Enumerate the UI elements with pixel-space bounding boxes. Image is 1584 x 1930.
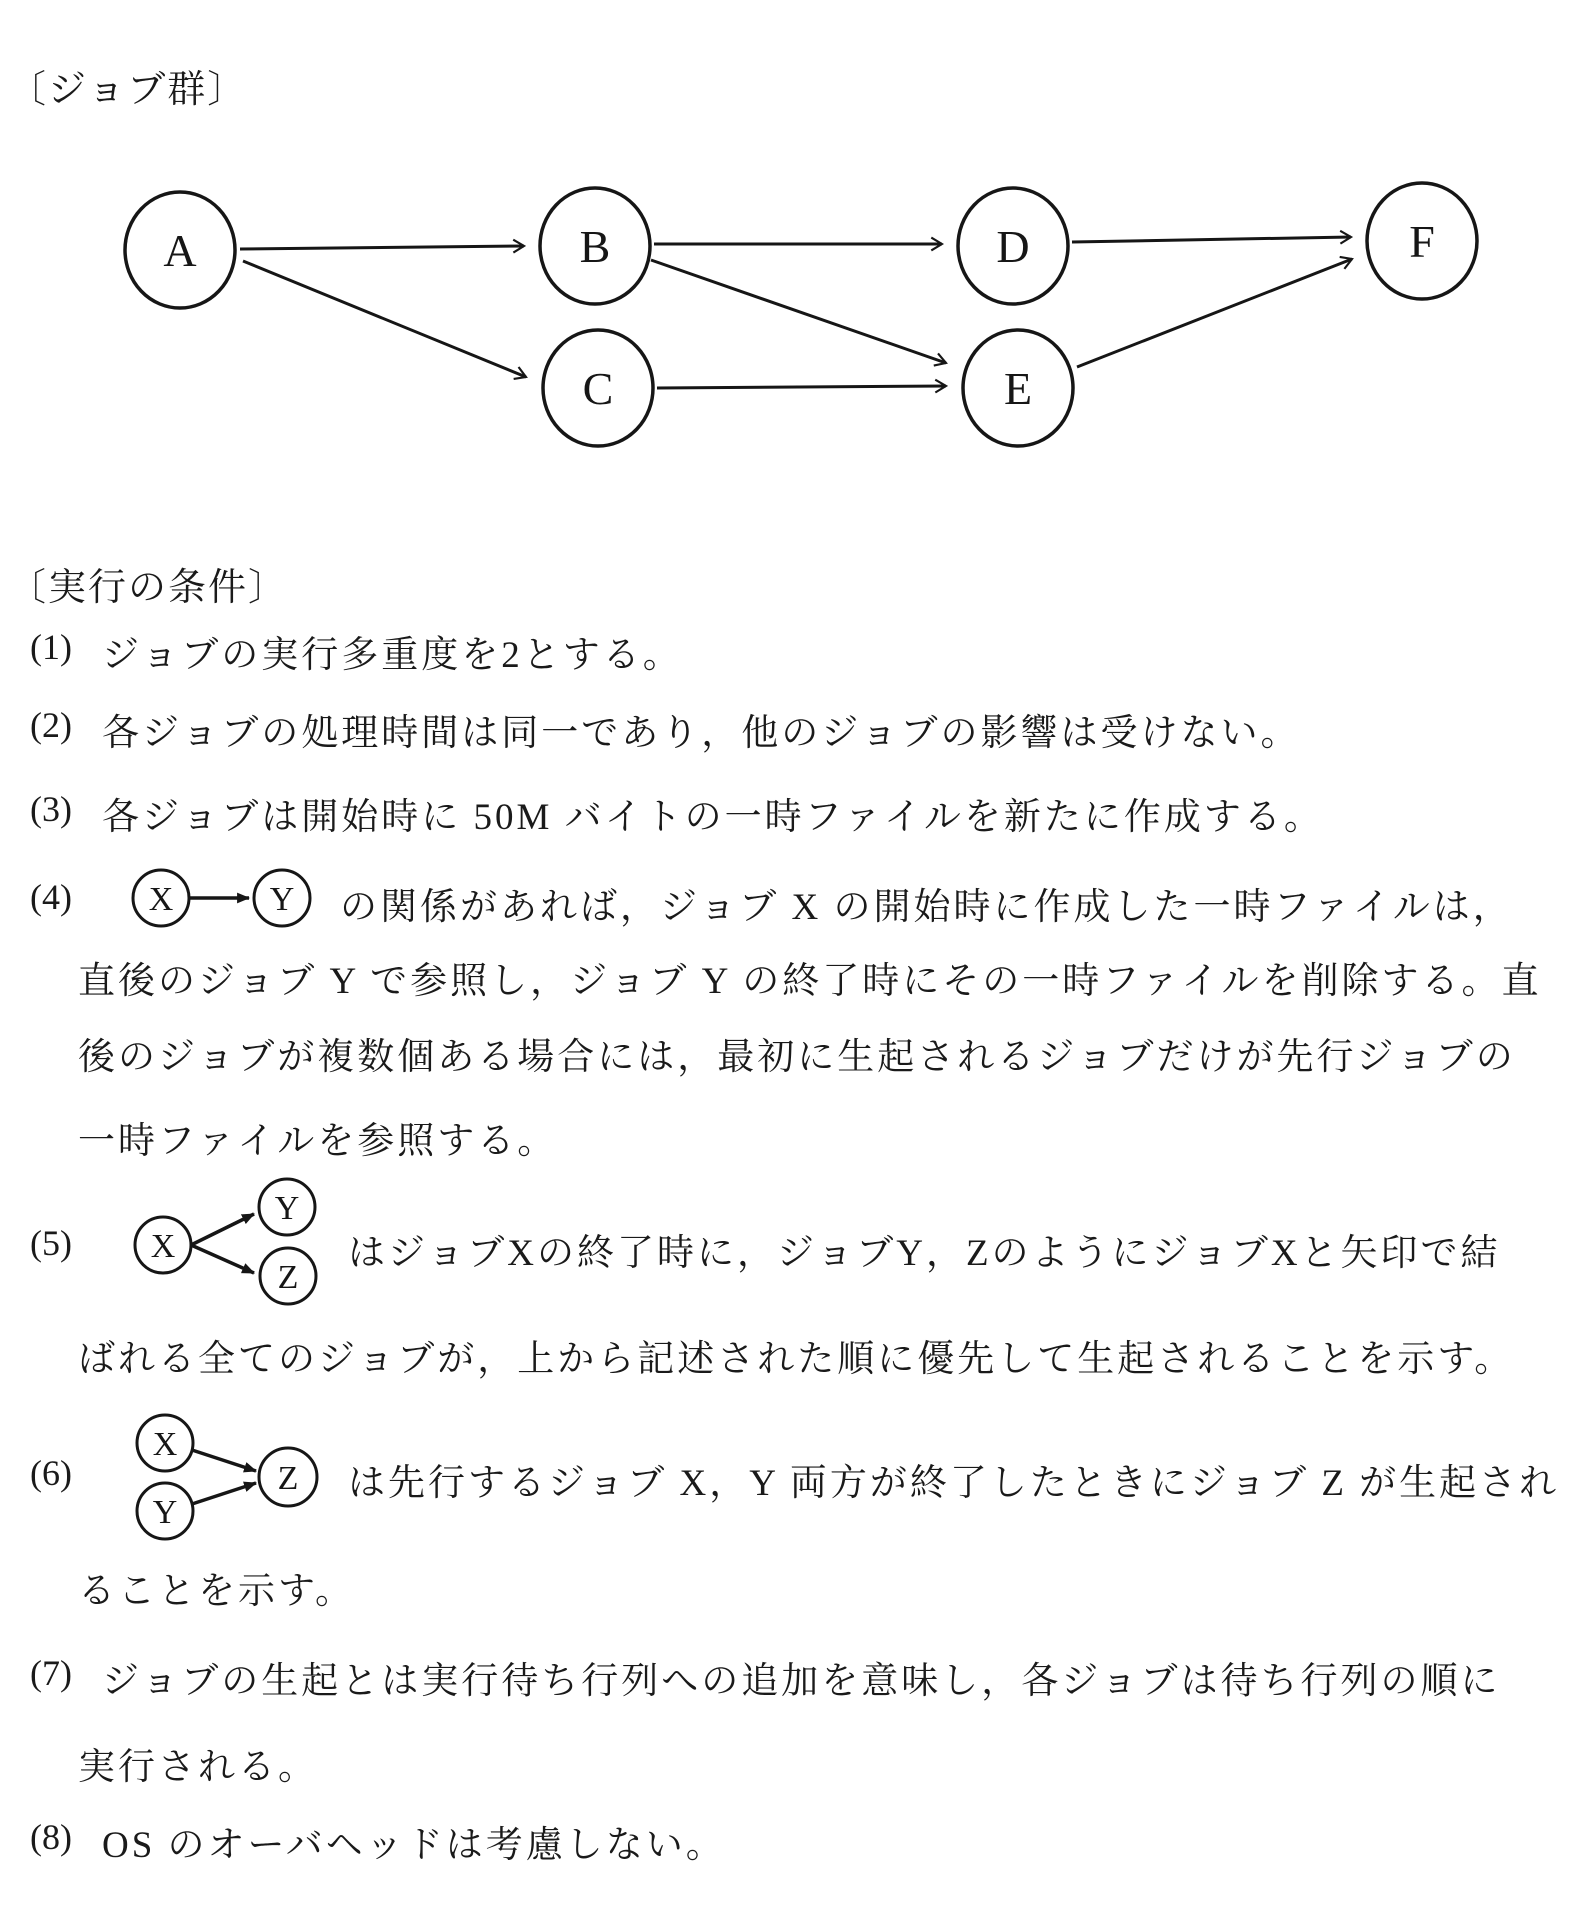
edge-A-C: [243, 261, 526, 377]
item-7-number: (7): [30, 1653, 72, 1693]
item-6-line-2: ることを示す。: [78, 1571, 356, 1612]
node-B-label: B: [579, 221, 611, 272]
item-4-node-X-label: X: [148, 881, 174, 918]
item-6-node-X-label: X: [152, 1426, 178, 1463]
node-A: [125, 192, 235, 308]
item-2-line-1: 各ジョブの処理時間は同一であり，他のジョブの影響は受けない。: [102, 713, 1301, 754]
node-C-label: C: [582, 363, 614, 414]
item-5-node-Y-label: Y: [274, 1190, 300, 1227]
edge-B-E: [651, 260, 946, 363]
node-C: [543, 330, 653, 446]
item-4-line-4: 一時ファイルを参照する。: [78, 1121, 558, 1162]
item-6-edge-X-Z: [192, 1450, 256, 1471]
item-7-line-1: ジョブの生起とは実行待ち行列への追加を意味し，各ジョブは待ち行列の順に: [102, 1661, 1501, 1702]
edge-E-F: [1077, 259, 1352, 367]
node-B: [540, 188, 650, 304]
item-5-edge-X-Y: [191, 1214, 254, 1245]
node-D-label: D: [996, 221, 1030, 272]
item-4-node-Y-label: Y: [269, 881, 295, 918]
item-3-number: (3): [30, 789, 72, 829]
item-6-line-1: は先行するジョブ X，Y 両方が終了したときにジョブ Z が生起され: [348, 1463, 1560, 1504]
item-5-node-Z-label: Z: [277, 1259, 299, 1296]
item-6-edge-Y-Z: [192, 1483, 256, 1504]
edge-C-E: [657, 386, 946, 388]
node-A-label: A: [163, 225, 197, 276]
node-E-label: E: [1003, 363, 1033, 414]
item-1-line-1: ジョブの実行多重度を2とする。: [102, 635, 683, 676]
item-4-line-3: 後のジョブが複数個ある場合には，最初に生起されるジョブだけが先行ジョブの: [78, 1037, 1516, 1078]
item-7-line-2: 実行される。: [78, 1747, 318, 1788]
edge-A-B: [240, 246, 524, 249]
item-8-line-1: OS のオーバヘッドは考慮しない。: [102, 1825, 726, 1866]
item-6-diagram: [125, 1402, 365, 1547]
item-4-diagram: [125, 862, 355, 936]
conditions-title: 〔実行の条件〕: [8, 567, 289, 609]
edge-D-F: [1072, 237, 1351, 242]
node-F-label: F: [1409, 216, 1435, 267]
item-2-number: (2): [30, 705, 72, 745]
item-8-number: (8): [30, 1817, 72, 1857]
node-D: [958, 188, 1068, 304]
node-F: [1367, 183, 1477, 299]
item-5-number: (5): [30, 1223, 72, 1263]
item-6-node-Y-label: Y: [152, 1494, 178, 1531]
item-4-line-2: 直後のジョブ Y で参照し，ジョブ Y の終了時にその一時ファイルを削除する。直: [78, 961, 1542, 1002]
item-4-line-1: の関係があれば，ジョブ X の開始時に作成した一時ファイルは，: [340, 887, 1513, 928]
node-E: [963, 330, 1073, 446]
item-6-number: (6): [30, 1453, 72, 1493]
item-3-line-1: 各ジョブは開始時に 50M バイトの一時ファイルを新たに作成する。: [102, 797, 1324, 838]
item-5-diagram: [125, 1170, 365, 1315]
item-6-node-Z-label: Z: [277, 1460, 299, 1497]
job-group-title: 〔ジョブ群〕: [8, 69, 248, 111]
item-5-edge-X-Z: [191, 1245, 254, 1273]
item-5-line-2: ばれる全てのジョブが，上から記述された順に優先して生起されることを示す。: [78, 1339, 1515, 1380]
item-5-node-X-label: X: [150, 1228, 176, 1265]
item-1-number: (1): [30, 627, 72, 667]
item-4-number: (4): [30, 877, 72, 917]
job-group-diagram: [0, 0, 1584, 500]
item-5-line-1: はジョブXの終了時に，ジョブY，ZのようにジョブXと矢印で結: [348, 1233, 1501, 1274]
